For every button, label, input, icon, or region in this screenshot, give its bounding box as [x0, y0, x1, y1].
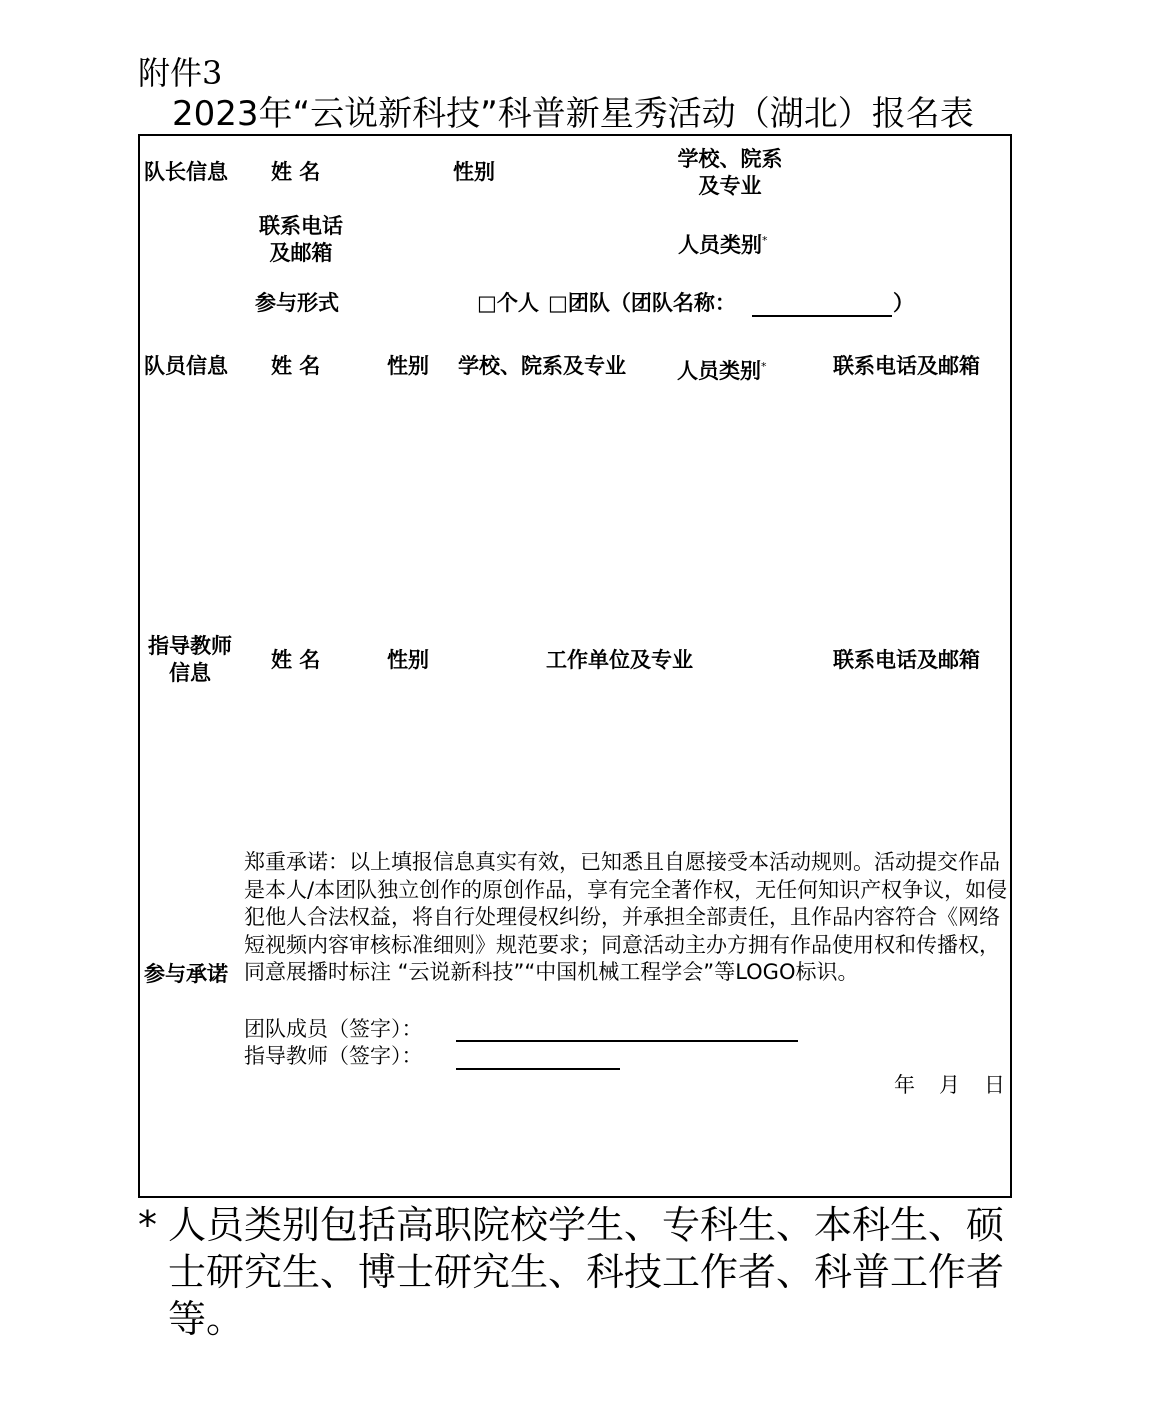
- attachment-label: 附件3: [138, 54, 223, 92]
- captain-contact-label: [245, 213, 357, 267]
- captain-name-label: 姓 名: [271, 160, 321, 184]
- personal-option-checkbox[interactable]: □个人: [477, 291, 539, 315]
- captain-category-asterisk: *: [762, 234, 768, 247]
- captain-section-label: 队长信息: [144, 160, 228, 184]
- members-name-header: 姓 名: [271, 354, 321, 378]
- advisor-gender-header: 性别: [387, 648, 429, 672]
- members-category-asterisk: *: [761, 360, 767, 373]
- date-year-label: 年: [894, 1073, 915, 1097]
- captain-category-text: 人员类别: [678, 233, 762, 257]
- footnote-text: 人员类别包括高职院校学生、专科生、本科生、硕士研究生、博士研究生、科技工作者、科普工作者等。: [168, 1203, 1005, 1341]
- advisor-signature-line[interactable]: [456, 1068, 620, 1070]
- members-contact-header: 联系电话及邮箱: [833, 354, 980, 378]
- footnote-asterisk: *: [138, 1203, 157, 1247]
- advisor-section-label: [140, 633, 240, 687]
- date-day-label: 日: [984, 1073, 1005, 1097]
- commitment-label: 参与承诺: [144, 962, 228, 986]
- members-section-label: 队员信息: [144, 354, 228, 378]
- members-category-header: [677, 353, 767, 385]
- captain-contact-label-line2: 及邮箱: [269, 241, 333, 265]
- date-month-label: 月: [939, 1073, 960, 1097]
- date-line: [870, 1072, 1005, 1099]
- captain-category-label: [678, 227, 768, 259]
- members-category-text: 人员类别: [677, 359, 761, 383]
- captain-school-label-line1: 学校、院系: [677, 147, 783, 171]
- captain-school-label: [660, 146, 800, 200]
- advisor-section-label-line1: 指导教师: [148, 634, 232, 658]
- page-title: 2023年“云说新科技”科普新星秀活动（湖北）报名表: [172, 94, 974, 134]
- advisor-name-header: 姓 名: [271, 648, 321, 672]
- advisor-section-label-line2: 信息: [169, 661, 211, 685]
- team-name-input-line[interactable]: [752, 315, 892, 317]
- advisor-contact-header: 联系电话及邮箱: [833, 648, 980, 672]
- team-option-checkbox[interactable]: □团队（团队名称：: [548, 291, 736, 315]
- advisor-work-header: 工作单位及专业: [546, 648, 693, 672]
- commitment-text: 郑重承诺：以上填报信息真实有效，已知悉且自愿接受本活动规则。活动提交作品是本人/本团队独立创作的原创作品，享有完全著作权，无任何知识产权争议，如侵犯他人合法权益，将自行处理侵权纠纷，并承担全部责任，且作品内容符合《网络短视频内容审核标准细则》规范要求；同意活动主办方拥有作品使用权和传播权，同意展播时标注 “云说新科技”“中国机械工程学会”等LOGO标识。: [244, 850, 1008, 984]
- participation-form-label: 参与形式: [255, 291, 339, 315]
- captain-school-label-line2: 及专业: [698, 174, 762, 198]
- team-name-close-paren: ）: [893, 291, 914, 315]
- members-gender-header: 性别: [387, 354, 429, 378]
- footnote: [138, 1202, 1018, 1343]
- members-school-header: 学校、院系及专业: [458, 354, 626, 378]
- team-signature-line[interactable]: [456, 1040, 798, 1042]
- advisor-signature-label: 指导教师（签字）：: [244, 1044, 423, 1068]
- captain-contact-label-line1: 联系电话: [259, 214, 343, 238]
- captain-gender-label: 性别: [453, 160, 495, 184]
- team-signature-label: 团队成员（签字）：: [244, 1017, 423, 1041]
